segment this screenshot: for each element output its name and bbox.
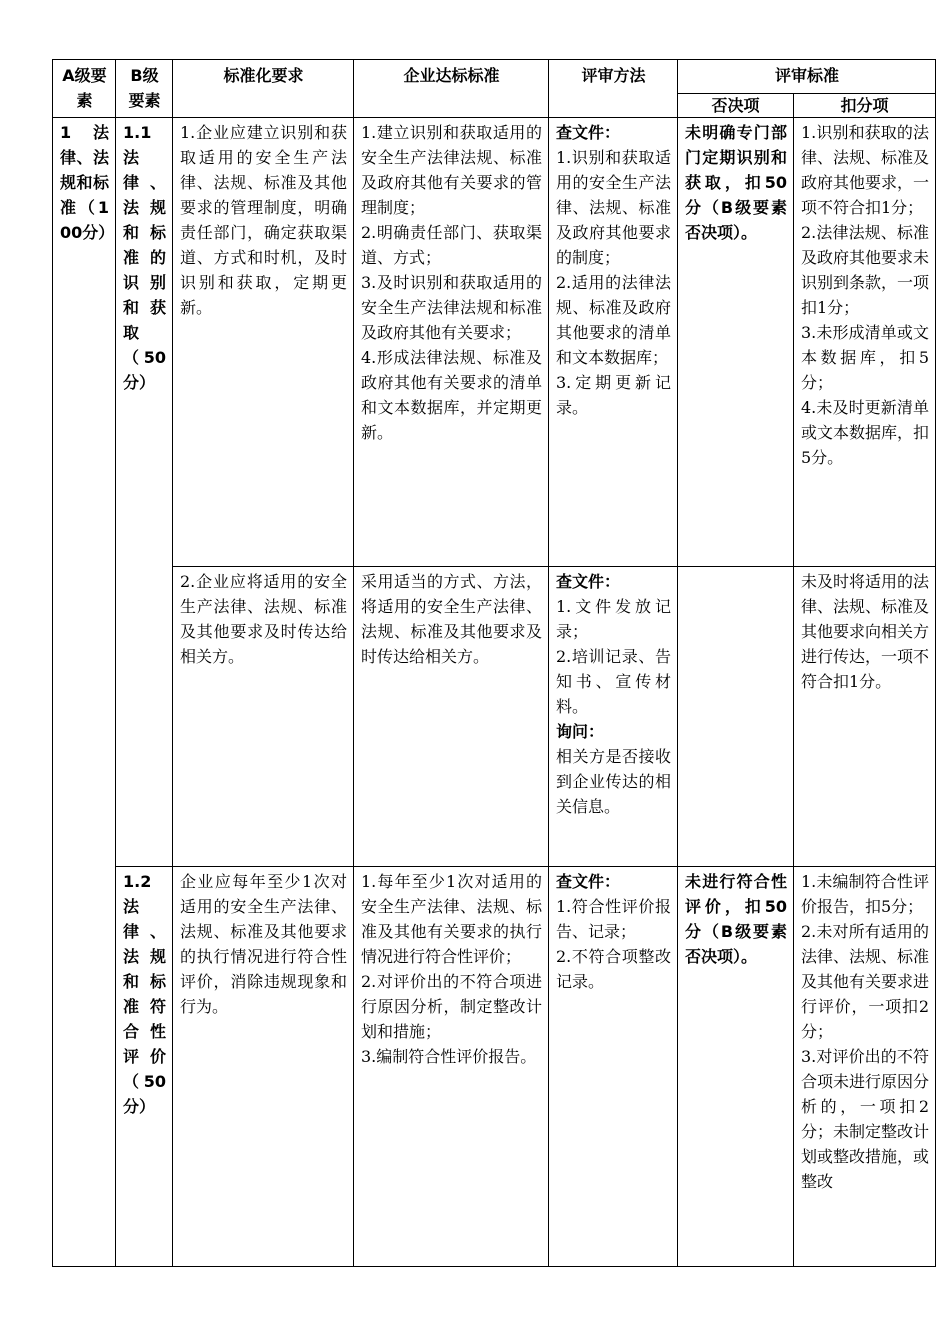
standard-item: 采用适当的方式、方法，将适用的安全生产法律、法规、标准及其他要求及时传达给相关方。 xyxy=(361,572,542,666)
deduction-item: 3.对评价出的不符合项未进行原因分析的，一项扣2分；未制定整改计划或整改措施，或整改 xyxy=(801,1047,930,1191)
deduction-cell xyxy=(794,867,936,1267)
method-item: 相关方是否接收到企业传达的相关信息。 xyxy=(556,747,671,816)
standard-item: 1.每年至少1次对适用的安全生产法律、法规、标准及其他有关要求的执行情况进行符合性评价； xyxy=(361,872,542,966)
a-element-cell: 1 法律、法规和标准（100分） xyxy=(53,118,116,1267)
deduction-cell xyxy=(794,567,936,867)
standard-item: 2.明确责任部门、获取渠道、方式； xyxy=(361,223,542,267)
document-page xyxy=(52,59,935,1267)
deduction-item: 2.未对所有适用的法律、法规、标准及其他有关要求进行评价，一项扣2分； xyxy=(801,922,930,1041)
method-item: 2.不符合项整改记录。 xyxy=(556,947,671,991)
enterprise-standard-cell xyxy=(354,118,549,567)
review-method-cell xyxy=(549,118,678,567)
table-row xyxy=(53,567,936,867)
method-item: 2.培训记录、告知书、宣传材料。 xyxy=(556,647,671,716)
requirement-cell: 1.企业应建立识别和获取适用的安全生产法律、法规、标准及其他要求的管理制度，明确责任部门，确定获取渠道、方式和时机，及时识别和获取，定期更新。 xyxy=(173,118,354,567)
veto-cell: 未明确专门部门定期识别和获取，扣50分（B级要素否决项）。 xyxy=(678,118,794,567)
method-heading: 查文件： xyxy=(556,572,621,591)
deduction-item: 1.未编制符合性评价报告，扣5分； xyxy=(801,872,930,916)
review-method-cell xyxy=(549,567,678,867)
standard-item: 1.建立识别和获取适用的安全生产法律法规、标准及政府其他有关要求的管理制度； xyxy=(361,123,542,217)
requirement-cell: 2.企业应将适用的安全生产法律、法规、标准及其他要求及时传达给相关方。 xyxy=(173,567,354,867)
table-row xyxy=(53,118,936,567)
method-heading: 询问： xyxy=(556,722,605,741)
deduction-item: 1.识别和获取的法律、法规、标准及政府其他要求，一项不符合扣1分； xyxy=(801,123,930,217)
header-review-method: 评审方法 xyxy=(549,60,678,118)
table-row xyxy=(53,867,936,1267)
method-heading: 查文件： xyxy=(556,123,621,142)
header-a-level: A级要素 xyxy=(53,60,116,118)
deduction-item: 2.法律法规、标准及政府其他要求未识别到条款，一项扣1分； xyxy=(801,223,930,317)
deduction-item: 3.未形成清单或文本数据库，扣5分； xyxy=(801,323,930,392)
header-deduction: 扣分项 xyxy=(794,94,936,118)
standard-item: 3.编制符合性评价报告。 xyxy=(361,1047,537,1066)
method-item: 1.符合性评价报告、记录； xyxy=(556,897,671,941)
header-b-level: B级要素 xyxy=(116,60,173,118)
veto-cell xyxy=(678,567,794,867)
deduction-item: 未及时将适用的法律、法规、标准及其他要求向相关方进行传达，一项不符合扣1分。 xyxy=(801,572,930,691)
requirement-cell: 企业应每年至少1次对适用的安全生产法律、法规、标准及其他要求的执行情况进行符合性评价，消除违规现象和行为。 xyxy=(173,867,354,1267)
b-element-cell: 1.2 法律、法规和标准符合性评价（50分） xyxy=(116,867,173,1267)
enterprise-standard-cell xyxy=(354,567,549,867)
header-enterprise-standard: 企业达标标准 xyxy=(354,60,549,118)
header-requirement: 标准化要求 xyxy=(173,60,354,118)
deduction-item: 4.未及时更新清单或文本数据库，扣5分。 xyxy=(801,398,930,467)
method-item: 1.识别和获取适用的安全生产法律、法规、标准及政府其他要求的制度； xyxy=(556,148,671,267)
standard-item: 4.形成法律法规、标准及政府其他有关要求的清单和文本数据库，并定期更新。 xyxy=(361,348,542,442)
method-item: 3.定期更新记录。 xyxy=(556,373,671,417)
review-method-cell xyxy=(549,867,678,1267)
header-review-criteria: 评审标准 xyxy=(678,60,936,94)
b-element-cell: 1.1 法律、法规和标准的识别和获取（50分） xyxy=(116,118,173,867)
enterprise-standard-cell xyxy=(354,867,549,1267)
veto-cell: 未进行符合性评价，扣50分（B级要素否决项）。 xyxy=(678,867,794,1267)
method-heading: 查文件： xyxy=(556,872,621,891)
standard-item: 2.对评价出的不符合项进行原因分析，制定整改计划和措施； xyxy=(361,972,542,1041)
header-row xyxy=(53,60,936,94)
method-item: 2.适用的法律法规、标准及政府其他要求的清单和文本数据库； xyxy=(556,273,671,367)
deduction-cell xyxy=(794,118,936,567)
header-veto: 否决项 xyxy=(678,94,794,118)
standard-item: 3.及时识别和获取适用的安全生产法律法规和标准及政府其他有关要求； xyxy=(361,273,542,342)
method-item: 1.文件发放记录； xyxy=(556,597,671,641)
standards-table xyxy=(52,59,936,1267)
